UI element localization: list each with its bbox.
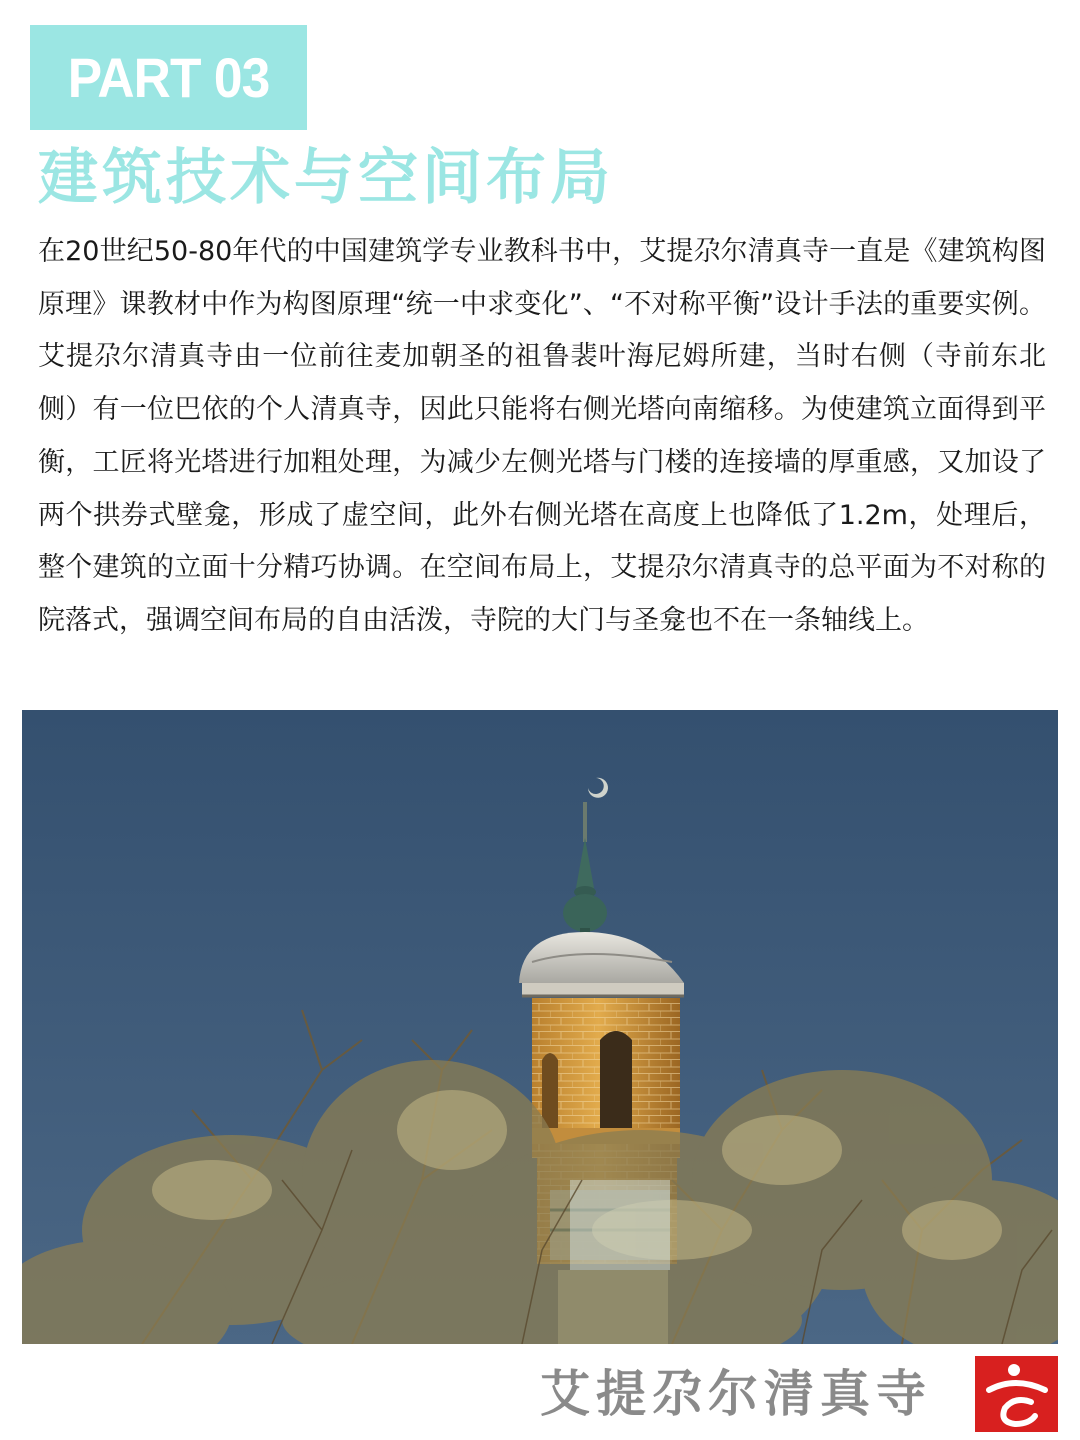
minaret-photo (22, 710, 1058, 1344)
footer-title: 艾提尕尔清真寺 (540, 1364, 932, 1423)
part-label: PART 03 (67, 46, 270, 109)
article-paragraph: 在20世纪50-80年代的中国建筑学专业教科书中，艾提尕尔清真寺一直是《建筑构图原理》课教材中作为构图原理“统一中求变化”、“不对称平衡”设计手法的重要实例。艾提尕尔清真寺由一位前往麦加朝圣的祖鲁裴叶海尼姆所建，当时右侧（寺前东北侧）有一位巴依的个人清真寺，因此只能将右侧光塔向南缩移。为使建筑立面得到平衡，工匠将光塔进行加粗处理，为减少左侧光塔与门楼的连接墙的厚重感，又加设了两个拱券式壁龛，形成了虚空间，此外右侧光塔在高度上也降低了1.2m，处理后，整个建筑的立面十分精巧协调。在空间布局上，艾提尕尔清真寺的总平面为不对称的院落式，强调空间布局的自由活泼，寺院的大门与圣龛也不在一条轴线上。 (38, 236, 1046, 636)
red-logo-icon (975, 1356, 1058, 1432)
section-title: 建筑技术与空间布局 (38, 143, 614, 213)
part-badge (30, 25, 307, 130)
